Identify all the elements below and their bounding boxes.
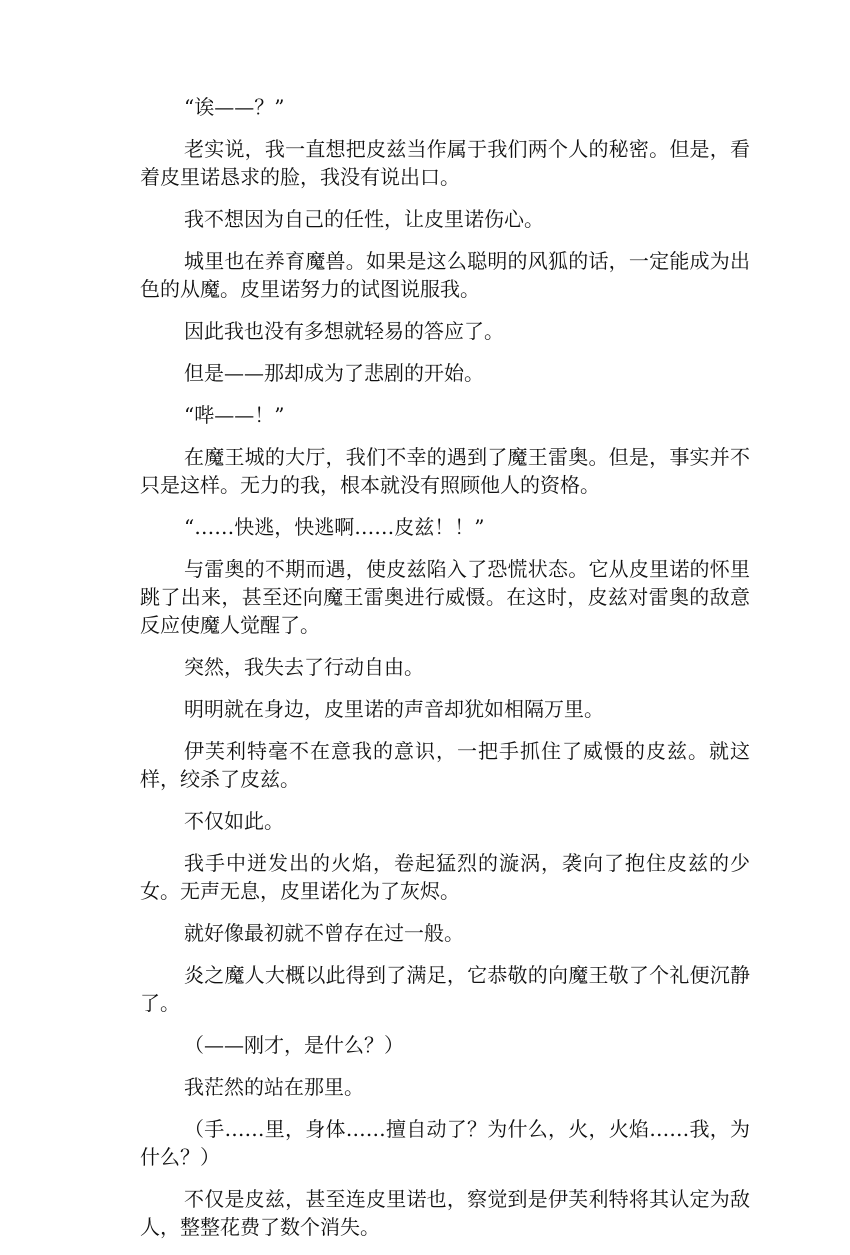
paragraph-8: 在魔王城的大厅，我们不幸的遇到了魔王雷奥。但是，事实并不只是这样。无力的我，根本就没有照顾他人的资格。 <box>140 445 750 497</box>
paragraph-7: “哔——！” <box>184 403 285 427</box>
paragraph-2: 老实说，我一直想把皮兹当作属于我们两个人的秘密。但是，看着皮里诺恳求的脸，我没有说出口。 <box>140 137 750 189</box>
paragraph-17: 炎之魔人大概以此得到了满足，它恭敬的向魔王敬了个礼便沉静了。 <box>140 963 750 1015</box>
paragraph-5: 因此我也没有多想就轻易的答应了。 <box>184 319 504 343</box>
paragraph-4: 城里也在养育魔兽。如果是这么聪明的风狐的话，一定能成为出色的从魔。皮里诺努力的试图说服我。 <box>140 249 750 301</box>
paragraph-12: 明明就在身边，皮里诺的声音却犹如相隔万里。 <box>184 697 604 721</box>
paragraph-9: “……快逃，快逃啊……皮兹！！” <box>184 515 485 539</box>
paragraph-11: 突然，我失去了行动自由。 <box>184 655 424 679</box>
paragraph-14: 不仅如此。 <box>184 809 284 833</box>
paragraph-13: 伊芙利特毫不在意我的意识，一把手抓住了威慑的皮兹。就这样，绞杀了皮兹。 <box>140 739 750 791</box>
paragraph-18: （——刚才，是什么？） <box>184 1033 404 1057</box>
paragraph-19: 我茫然的站在那里。 <box>184 1075 364 1099</box>
paragraph-21: 不仅是皮兹，甚至连皮里诺也，察觉到是伊芙利特将其认定为敌人，整整花费了数个消失。 <box>140 1187 750 1239</box>
document-body <box>140 93 750 1255</box>
paragraph-10: 与雷奥的不期而遇，使皮兹陷入了恐慌状态。它从皮里诺的怀里跳了出来，甚至还向魔王雷奥进行威慑。在这时，皮兹对雷奥的敌意反应使魔人觉醒了。 <box>140 557 750 637</box>
paragraph-20: （手……里，身体……擅自动了？为什么，火，火焰……我，为什么？） <box>140 1117 750 1169</box>
paragraph-6: 但是——那却成为了悲剧的开始。 <box>184 361 484 385</box>
paragraph-1: “诶——？” <box>184 95 285 119</box>
paragraph-3: 我不想因为自己的任性，让皮里诺伤心。 <box>184 207 544 231</box>
paragraph-16: 就好像最初就不曾存在过一般。 <box>184 921 464 945</box>
paragraph-15: 我手中迸发出的火焰，卷起猛烈的漩涡，袭向了抱住皮兹的少女。无声无息，皮里诺化为了灰烬。 <box>140 851 750 903</box>
